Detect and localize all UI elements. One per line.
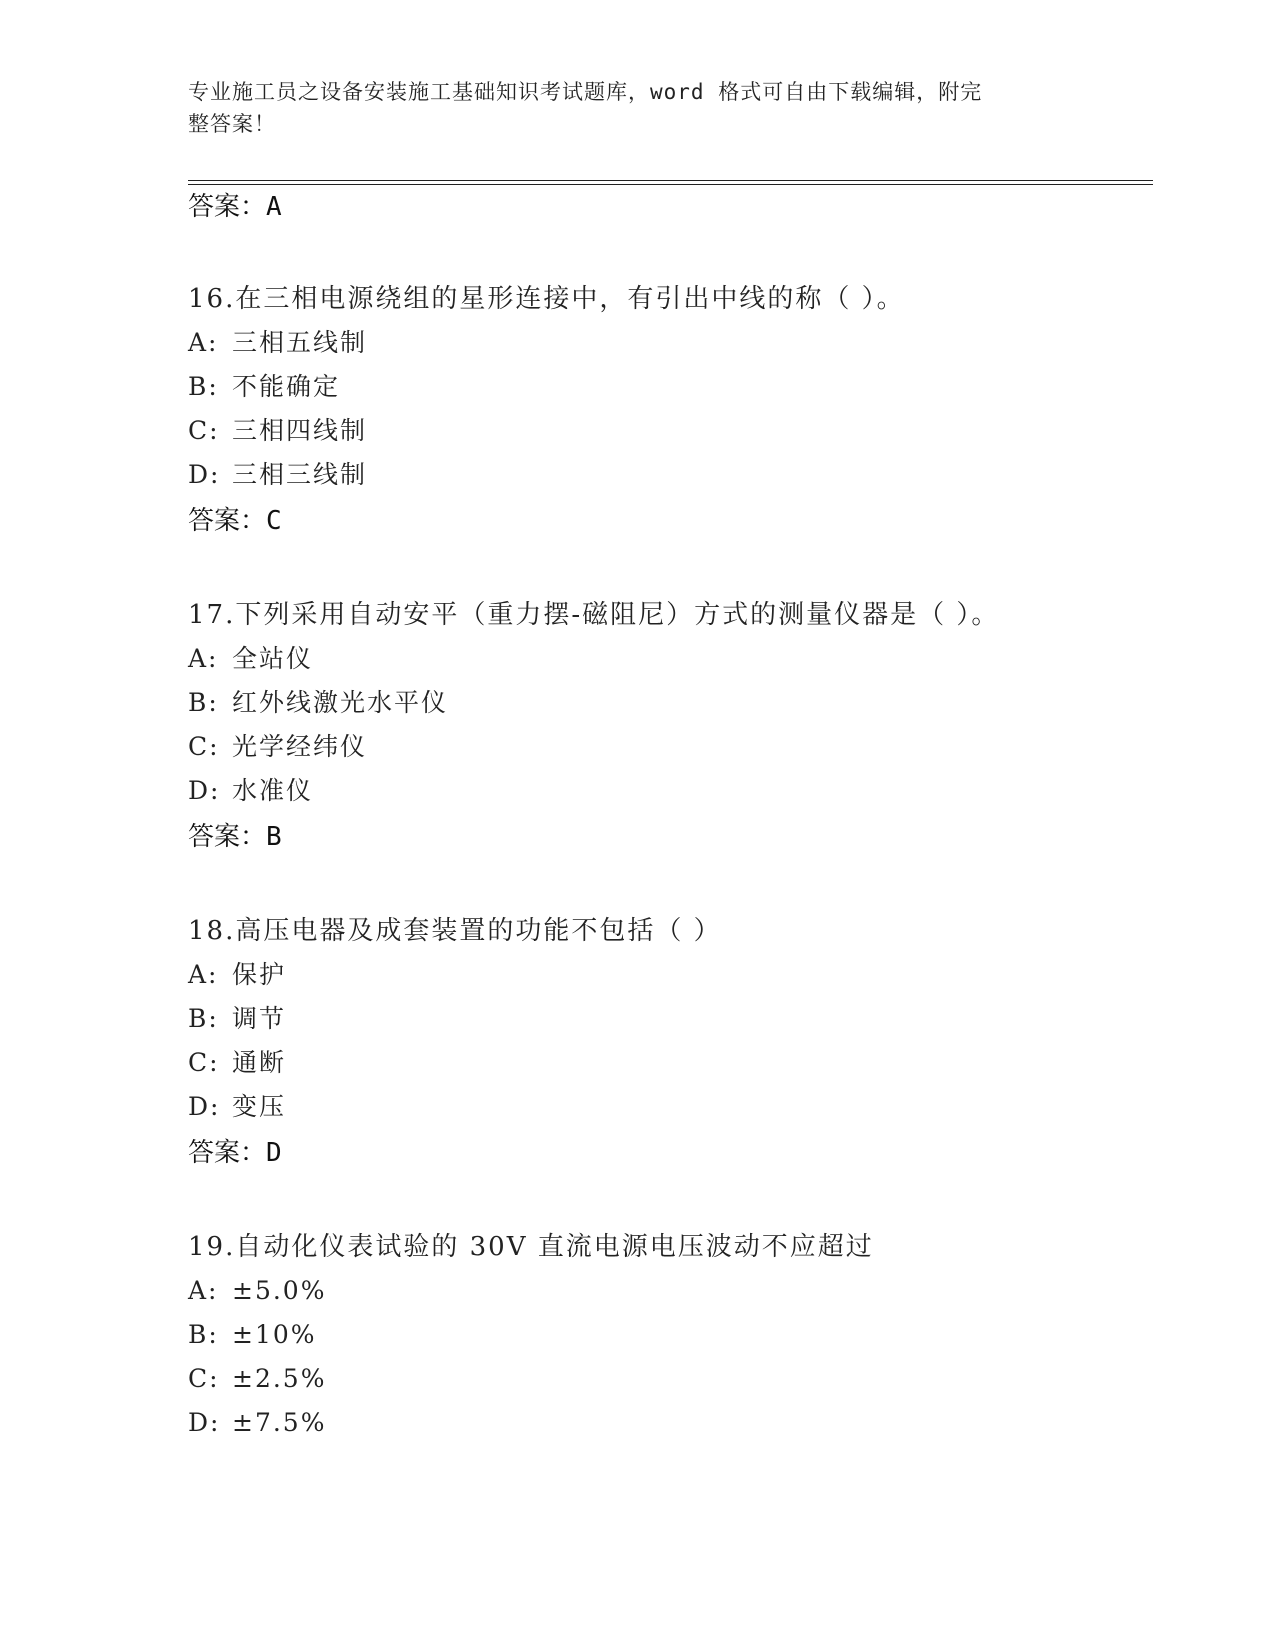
question-19-option-b xyxy=(188,1318,317,1352)
option-text: 通断 xyxy=(232,1048,287,1077)
option-letter: C: xyxy=(188,1364,220,1393)
option-text: 三相四线制 xyxy=(232,416,368,445)
question-19-stem: 19.自动化仪表试验的 30V 直流电源电压波动不应超过 xyxy=(188,1232,874,1262)
header-divider-bottom xyxy=(188,184,1153,185)
option-text: 全站仪 xyxy=(232,644,314,673)
option-letter: B: xyxy=(188,688,219,717)
option-letter: B: xyxy=(188,1004,219,1033)
option-text: 光学经纬仪 xyxy=(232,732,368,761)
option-letter: A: xyxy=(188,328,219,357)
header-line-1: 专业施工员之设备安装施工基础知识考试题库，word 格式可自由下载编辑，附完 xyxy=(188,80,983,104)
option-text: ±5.0% xyxy=(232,1276,327,1305)
question-16-option-d xyxy=(188,458,367,492)
option-text: 红外线激光水平仪 xyxy=(232,688,449,717)
answer-previous: 答案：A xyxy=(188,192,282,222)
option-letter: A: xyxy=(188,644,219,673)
option-text: 三相五线制 xyxy=(232,328,368,357)
question-17-option-b xyxy=(188,686,448,720)
option-text: 调节 xyxy=(232,1004,287,1033)
option-letter: C: xyxy=(188,732,220,761)
question-16-option-b xyxy=(188,370,340,404)
option-letter: C: xyxy=(188,416,220,445)
question-19-option-c xyxy=(188,1362,326,1396)
option-letter: C: xyxy=(188,1048,220,1077)
question-18-stem: 18.高压电器及成套装置的功能不包括（ ） xyxy=(188,916,722,946)
question-17-answer: 答案：B xyxy=(188,822,282,852)
option-letter: D: xyxy=(188,776,221,805)
question-16-option-c xyxy=(188,414,367,448)
question-16-answer: 答案：C xyxy=(188,506,282,536)
question-17-option-d xyxy=(188,774,313,808)
option-letter: A: xyxy=(188,960,219,989)
option-letter: B: xyxy=(188,1320,219,1349)
option-text: ±7.5% xyxy=(232,1408,327,1437)
option-letter: D: xyxy=(188,1092,221,1121)
question-19-option-d xyxy=(188,1406,326,1440)
option-letter: B: xyxy=(188,372,219,401)
question-18-option-d xyxy=(188,1090,286,1124)
question-18-answer: 答案：D xyxy=(188,1138,282,1168)
question-18-option-c xyxy=(188,1046,286,1080)
option-text: 变压 xyxy=(232,1092,287,1121)
question-17-option-c xyxy=(188,730,367,764)
option-text: 保护 xyxy=(232,960,287,989)
question-17-option-a xyxy=(188,642,313,676)
option-text: ±2.5% xyxy=(232,1364,327,1393)
header-divider-top xyxy=(188,180,1153,181)
document-header xyxy=(188,76,1068,140)
question-19-option-a xyxy=(188,1274,326,1308)
question-18-option-b xyxy=(188,1002,286,1036)
header-line-2: 整答案！ xyxy=(188,112,276,136)
option-letter: A: xyxy=(188,1276,219,1305)
option-text: 不能确定 xyxy=(232,372,341,401)
question-17-stem: 17.下列采用自动安平（重力摆-磁阻尼）方式的测量仪器是（ ）。 xyxy=(188,600,1000,630)
option-text: ±10% xyxy=(232,1320,317,1349)
question-18-option-a xyxy=(188,958,286,992)
question-16-option-a xyxy=(188,326,367,360)
option-text: 三相三线制 xyxy=(232,460,368,489)
option-text: 水准仪 xyxy=(232,776,314,805)
option-letter: D: xyxy=(188,460,221,489)
option-letter: D: xyxy=(188,1408,221,1437)
question-16-stem: 16.在三相电源绕组的星形连接中，有引出中线的称（ ）。 xyxy=(188,284,905,314)
